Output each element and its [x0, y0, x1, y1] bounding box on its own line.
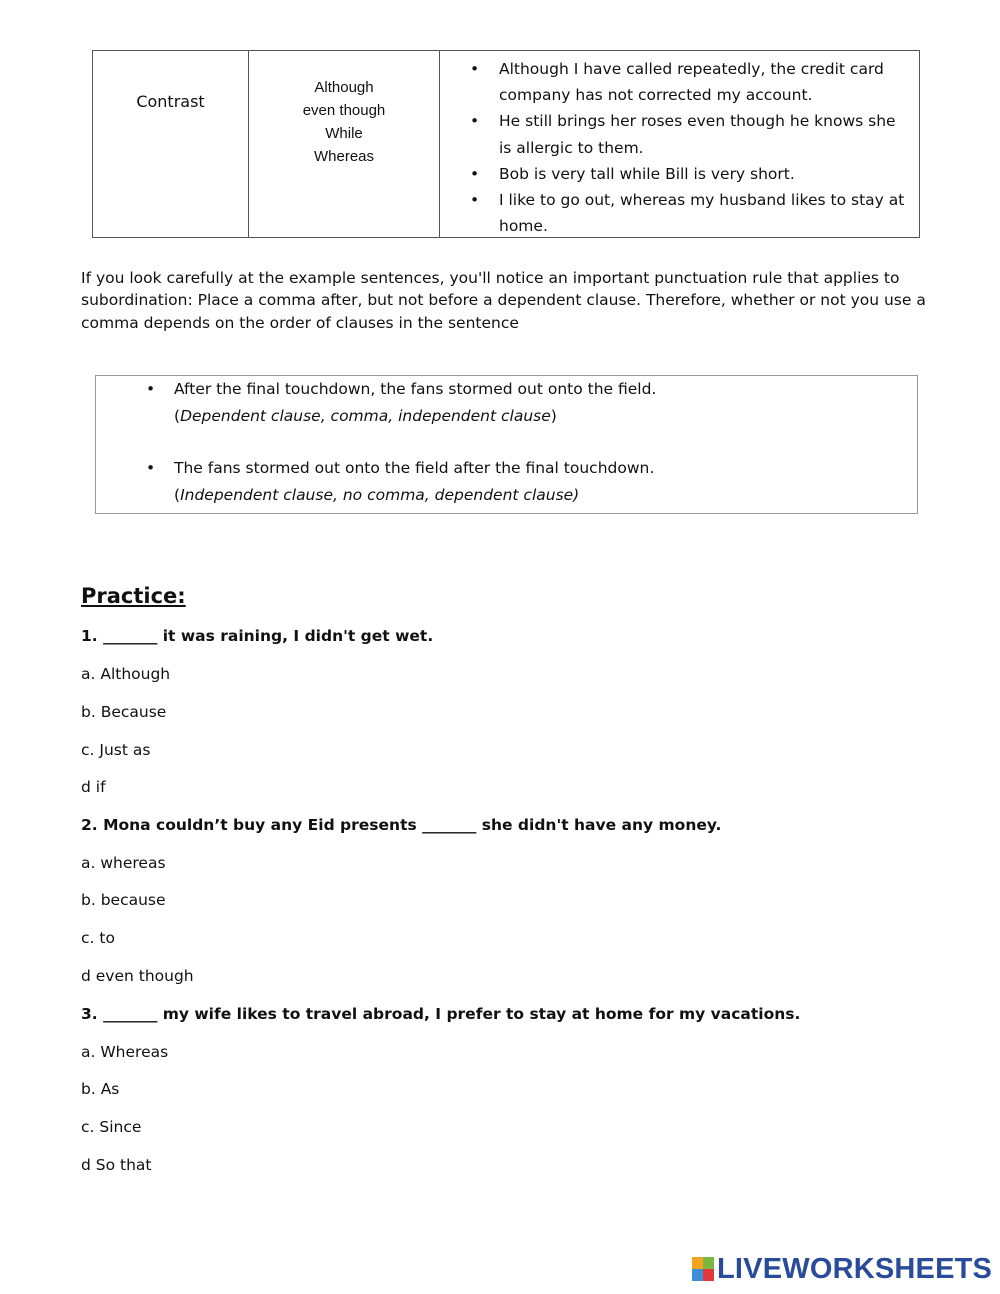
logo-text: LIVEWORKSHEETS: [717, 1252, 993, 1285]
question-1: 1. _______ it was raining, I didn't get wet.: [81, 627, 434, 645]
punctuation-rule-paragraph: If you look carefully at the example sentences, you'll notice an important punctuation rule that applies to subordination: Place a comma after, but not before a dependent clause. Therefore, whether or not you use a comma depends on the order of clauses in the sentence: [81, 269, 926, 332]
question-3: 3. _______ my wife likes to travel abroad, I prefer to stay at home for my vacations.: [81, 1005, 801, 1023]
example-sentence: • I like to go out, whereas my husband likes to stay at home.: [440, 187, 919, 239]
conjunctions-cell: [249, 51, 440, 237]
conjunction-item: While: [325, 125, 363, 142]
comma-example-2: [174, 455, 654, 508]
subordinators-table: [92, 50, 920, 238]
category-label: Contrast: [136, 92, 205, 111]
example-sentence: • He still brings her roses even though he knows she is allergic to them.: [440, 108, 919, 160]
answer-option[interactable]: a. Whereas: [81, 1043, 169, 1061]
answer-option[interactable]: d even though: [81, 967, 194, 985]
example-sentence: • The fans stormed out onto the field after the final touchdown.: [174, 459, 655, 477]
conjunction-item: Although: [314, 79, 374, 96]
practice-title: Practice:: [81, 584, 186, 608]
example-sentence: • After the final touchdown, the fans stormed out onto the field.: [174, 380, 657, 398]
category-cell: [93, 51, 249, 237]
example-sentence: • Although I have called repeatedly, the credit card company has not corrected my account.: [440, 56, 919, 108]
liveworksheets-logo-icon: [692, 1257, 714, 1281]
comma-example-1: [174, 376, 656, 429]
conjunction-item: even though: [302, 102, 386, 119]
example-list: [440, 56, 919, 239]
question-2: 2. Mona couldn’t buy any Eid presents _______ she didn't have any money.: [81, 816, 722, 834]
example-sentence: • Bob is very tall while Bill is very short.: [440, 161, 919, 187]
conjunction-item: Whereas: [313, 148, 375, 165]
comma-example-box: [95, 375, 918, 514]
answer-option[interactable]: a. whereas: [81, 854, 166, 872]
conjunction-list: [249, 76, 439, 168]
answer-option[interactable]: b. because: [81, 891, 166, 909]
clause-note: (Independent clause, no comma, dependent clause): [174, 485, 580, 504]
answer-option[interactable]: b. As: [81, 1080, 120, 1098]
clause-note: (Dependent clause, comma, independent clause): [174, 406, 557, 425]
examples-cell: [440, 51, 919, 237]
answer-option[interactable]: c. to: [81, 929, 115, 947]
answer-option[interactable]: a. Although: [81, 665, 171, 683]
answer-option[interactable]: c. Since: [81, 1118, 142, 1136]
answer-option[interactable]: d So that: [81, 1156, 152, 1174]
answer-option[interactable]: b. Because: [81, 703, 167, 721]
answer-option[interactable]: d if: [81, 778, 106, 796]
liveworksheets-logo: [692, 1253, 992, 1285]
answer-option[interactable]: c. Just as: [81, 741, 151, 759]
